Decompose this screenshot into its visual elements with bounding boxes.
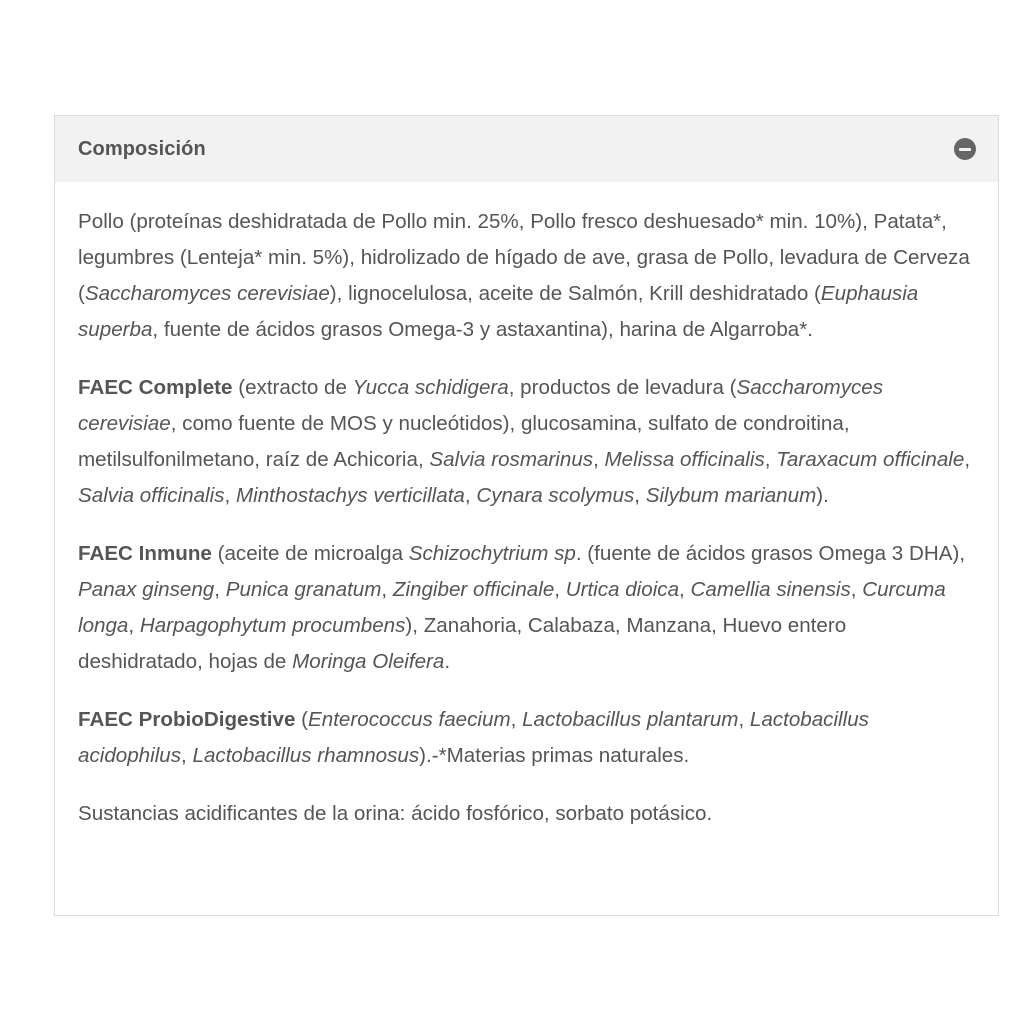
text-segment: , fuente de ácidos grasos Omega-3 y astaxantina), harina de Algarroba*. (152, 318, 813, 341)
scientific-name: Saccharomyces cerevisiae (84, 282, 330, 305)
text-segment: (extracto de (232, 376, 353, 399)
scientific-name: Camellia sinensis (690, 578, 851, 601)
ingredients-paragraph (78, 204, 975, 348)
text-segment: ), Zanahoria, Calabaza, Manzana, Huevo entero deshidratado, hojas de (78, 614, 847, 673)
text-segment: , (964, 448, 971, 471)
scientific-name: Urtica dioica (565, 578, 680, 601)
text-segment: , (214, 578, 226, 601)
scientific-name: Lactobacillus plantarum (522, 708, 739, 731)
text-segment: Pollo (proteínas deshidratada de Pollo min. 25%, Pollo fresco deshuesado* min. 10%), Patata*, legumbres (Lenteja* min. 5%), hidrolizado de hígado de ave, grasa de Pollo, levadura de Cerveza ( (78, 210, 970, 305)
scientific-name: Salvia officinalis (78, 484, 225, 507)
text-segment: , (738, 708, 750, 731)
scientific-name: Melissa officinalis (604, 448, 765, 471)
text-segment: . (444, 650, 451, 673)
scientific-name: Salvia rosmarinus (429, 448, 594, 471)
text-segment: , (464, 484, 477, 507)
text-segment: ). (816, 484, 829, 507)
scientific-name: Enterococcus faecium (308, 708, 511, 731)
scientific-name: Minthostachys verticillata (235, 484, 465, 507)
scientific-name: Cynara scolymus (476, 484, 635, 507)
faec-complete-paragraph (78, 370, 975, 514)
text-segment: ).-*Materias primas naturales. (419, 744, 690, 767)
faec-inmune-paragraph (78, 536, 975, 680)
composition-accordion (54, 115, 999, 916)
scientific-name: Curcuma longa (78, 578, 946, 637)
faec-inmune-label: FAEC Inmune (78, 542, 212, 565)
faec-complete-label: FAEC Complete (78, 376, 233, 399)
text-segment: . (fuente de ácidos grasos Omega 3 DHA), (575, 542, 966, 565)
text-segment: , como fuente de MOS y nucleótidos), glucosamina, sulfato de condroitina, metilsulfonilmetano, raíz de Achicoria, (78, 412, 850, 471)
scientific-name: Panax ginseng (78, 578, 215, 601)
scientific-name: Taraxacum officinale (776, 448, 965, 471)
acidifying-substances-paragraph: Sustancias acidificantes de la orina: ácido fosfórico, sorbato potásico. (78, 802, 713, 825)
text-segment: , (381, 578, 393, 601)
scientific-name: Yucca schidigera (352, 376, 509, 399)
text-segment: , (128, 614, 140, 637)
minus-circle-icon[interactable] (954, 138, 976, 160)
accordion-header[interactable] (55, 116, 998, 182)
text-segment: , (554, 578, 566, 601)
scientific-name: Silybum marianum (645, 484, 817, 507)
faec-probiodigestive-paragraph (78, 702, 975, 774)
text-segment: , (593, 448, 605, 471)
scientific-name: Harpagophytum procumbens (139, 614, 406, 637)
text-segment: , (679, 578, 691, 601)
scientific-name: Schizochytrium sp (408, 542, 576, 565)
accordion-body (55, 182, 998, 832)
scientific-name: Moringa Oleifera (292, 650, 445, 673)
scientific-name: Lactobacillus rhamnosus (192, 744, 420, 767)
scientific-name: Euphausia superba (78, 282, 919, 341)
faec-probiodigestive-label: FAEC ProbioDigestive (78, 708, 296, 731)
scientific-name: Zingiber officinale (392, 578, 555, 601)
text-segment: , (224, 484, 236, 507)
scientific-name: Punica granatum (225, 578, 382, 601)
accordion-title: Composición (78, 137, 206, 160)
text-segment: ( (295, 708, 309, 731)
scientific-name: Lactobacillus acidophilus (78, 708, 869, 767)
scientific-name: Saccharomyces cerevisiae (78, 376, 884, 435)
text-segment: , (510, 708, 523, 731)
text-segment: , (764, 448, 777, 471)
text-segment: , (634, 484, 646, 507)
text-segment: , productos de levadura ( (508, 376, 737, 399)
text-segment: (aceite de microalga (211, 542, 409, 565)
text-segment: ), lignocelulosa, aceite de Salmón, Krill deshidratado ( (329, 282, 821, 305)
text-segment: , (850, 578, 863, 601)
text-segment: , (181, 744, 193, 767)
